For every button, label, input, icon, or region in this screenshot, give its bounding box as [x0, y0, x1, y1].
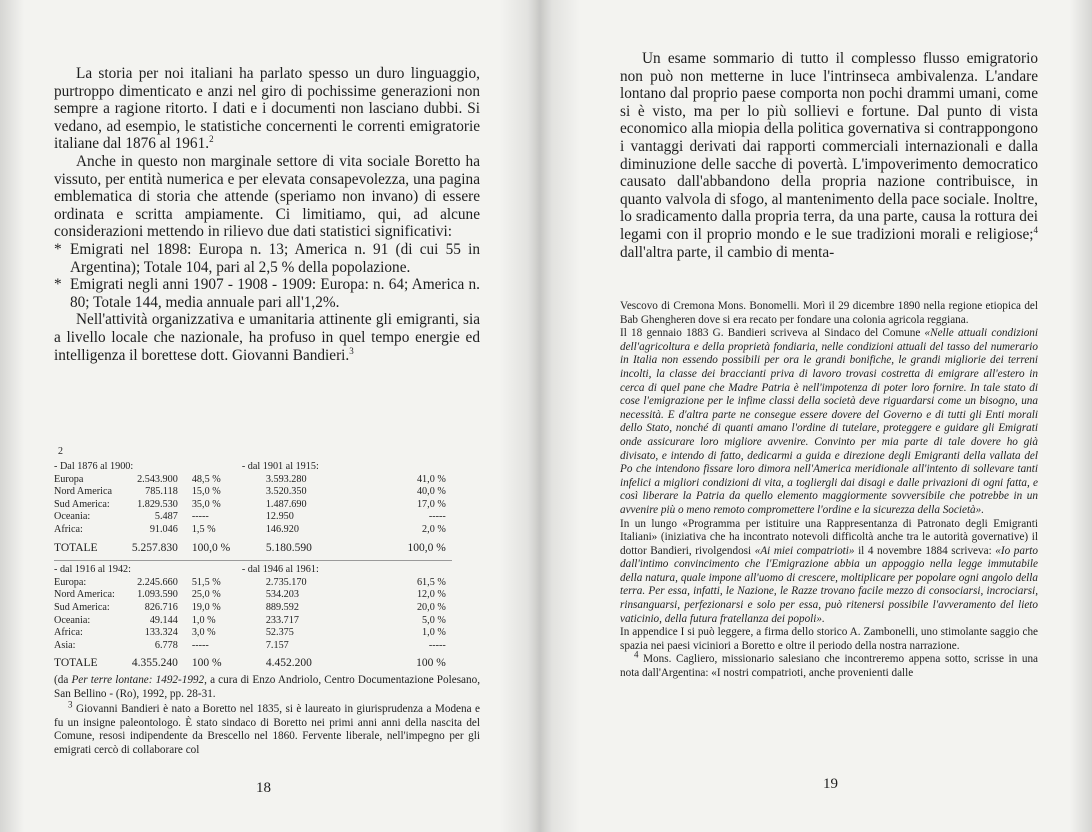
emigration-table-a: [54, 461, 452, 670]
quoted-letter: «Nelle attuali condizioni dell'agricoltura e della proprietà fondiaria, nelle condizioni attuali del tasso del numerario in Italia non essendo possibili per ora le grandi bonifiche, le grandi migliorie dei terreni incolti, la classe dei braccianti priva di lavoro trovasi costretta di emigrare all'estero in cerca di quel pane che Madre Patria è nell'impotenza di poter loro fornire. In tale stato di cose l'emigrazione per le infime classi della società deve riguardarsi come un bisogno, una necessità. E d'altra parte ne consegue essere dovere del Governo e di tutti gli Enti morali dello Stato, nonché di quanti amano l'ordine di tutelare, proteggere e guidare gli Emigrati onde assicurare loro migliore avvenire. Convinto per mia parte di tale dovere ho già divisato, e intendo di fatto, dedicarmi a guida e direzione degli Emigranti della vallata del Po che intendono fissare loro dimora nell'America meridionale all'intento di sollevare tanti infelici a migliori condizioni di vita, a togliergli dai disagi e dalle privazioni di ogni fatta, e così liberare la Patria da quello elemento maggiormente sovversibile che potrebbe in un avvenire più o meno remoto compromettere l'ordine e la sicurezza della Società».: [620, 327, 1038, 516]
table-row: [54, 486, 452, 499]
list-item: [54, 276, 480, 311]
table-cell: 4.452.200: [265, 657, 312, 670]
table-cell: 889.592: [265, 601, 299, 613]
list-item: [54, 241, 480, 276]
table-cell: 52.375: [265, 627, 294, 639]
table-row: [54, 577, 452, 590]
footnote-number: 3: [68, 699, 73, 710]
left-main-text: [54, 65, 480, 364]
table-cell: -----: [428, 639, 446, 651]
period-label: - dal 1901 al 1915:: [241, 461, 319, 472]
table-cell: 100,0 %: [191, 541, 231, 554]
footnote-text: il 4 novembre 1884 scriveva:: [854, 544, 996, 557]
list-item-text: Emigrati negli anni 1907 - 1908 - 1909: Europa: n. 64; America n. 80; Totale 144, media annuale pari all'1,2%.: [70, 276, 480, 311]
paragraph: [54, 65, 480, 153]
table-cell: 2.735.170: [265, 576, 307, 588]
table-row: [54, 615, 452, 628]
footnote-text: Giovanni Bandieri è nato a Boretto nel 1835, si è laureato in giurisprudenza a Modena e fu un insigne paleontologo. È stato sindaco di Boretto nei primi anni anni della nascita del Comune, resosi indipendente da Brescello nel 1860. Fervente liberale, nell'impegno per gli emigrati cercò di collaborare col: [54, 703, 481, 756]
table-row: [54, 602, 452, 615]
footnote-area: [620, 300, 1038, 681]
table-cell: 100,0 %: [407, 541, 446, 554]
table-cell: 2,0 %: [422, 523, 446, 535]
table-cell: Sud America:: [54, 601, 110, 613]
table-cell: 48,5 %: [191, 473, 221, 485]
paragraph: [54, 311, 480, 364]
table-cell: 49.144: [149, 614, 178, 626]
footnote-ref[interactable]: 4: [1033, 224, 1038, 235]
table-cell: 7.157: [265, 639, 289, 651]
table-cell: 2.245.660: [137, 576, 178, 588]
footnote-text: In un lungo «Programma per istituire una Rappresentanza di Patronato degli Emigranti Italiani» (iniziativa che ha incontrato notevoli difficoltà anche tra le autorità governative) il dottor Bandieri, rivolgendosi: [620, 517, 1038, 557]
page-number: 18: [256, 780, 271, 796]
table-cell: 35,0 %: [191, 498, 221, 510]
table-row: [54, 524, 452, 537]
table-cell: 5.487: [154, 511, 178, 523]
table-total-row: [54, 537, 452, 555]
table-cell: -----: [191, 511, 209, 523]
citation-rest: , a cura di Enzo Andriolo, Centro Documentazione Polesano, San Bellino - (Ro), 1992, pp. 28-31.: [54, 673, 480, 700]
paragraph-text: Nell'attività organizzativa e umanitaria attinente gli emigranti, sia a livello locale che nazionale, ha profuso in quel tempo energie ed intelligenza il borettese dott. Giovanni Bandieri.: [54, 311, 480, 364]
table-cell: 1.829.530: [137, 498, 178, 510]
period-label: - dal 1946 al 1961:: [241, 564, 319, 576]
table-cell: 1,5 %: [191, 523, 216, 535]
table-cell: 17,0 %: [416, 498, 446, 510]
book-gutter: [500, 0, 580, 832]
footnote-letter: [620, 327, 1038, 517]
table-cell: Sud America:: [54, 498, 110, 510]
table-cell: 3,0 %: [191, 627, 216, 639]
footnote-area: [54, 446, 480, 757]
table-cell: 12,0 %: [416, 589, 446, 601]
source-citation: [54, 674, 480, 701]
table-total-row: [54, 652, 452, 670]
table-cell: Nord America: [54, 486, 112, 498]
table-cell: 91.046: [149, 523, 178, 535]
table-row: [54, 499, 452, 512]
table-cell: 1,0 %: [191, 614, 216, 626]
table-cell: 19,0 %: [191, 601, 221, 613]
citation-title: Per terre lontane: 1492-1992: [71, 673, 205, 686]
footnote-3: [54, 699, 481, 757]
table-cell: Nord America:: [54, 589, 115, 601]
table-cell: 146.920: [265, 523, 299, 535]
list-item-text: Emigrati nel 1898: Europa n. 13; America n. 91 (di cui 55 in Argentina); Totale 104, pari al 2,5 % della popolazione.: [70, 240, 480, 276]
table-cell: 5,0 %: [422, 614, 446, 626]
footnote-continuation: Vescovo di Cremona Mons. Bonomelli. Morì il 29 dicembre 1890 nella regione etiopica del Bab Ghengheren dove si era recato per fondare una colonia agricola reggiana.: [620, 300, 1038, 326]
table-cell: Europa: [54, 473, 84, 485]
table-cell: 100 %: [416, 657, 446, 670]
table-row: [54, 627, 452, 640]
footnote-ref[interactable]: 3: [349, 345, 354, 356]
table-cell: 6.778: [154, 639, 178, 651]
table-row: [54, 640, 452, 653]
table-cell: 20,0 %: [416, 601, 446, 613]
right-main-text: [620, 50, 1038, 261]
quoted-title: «Ai miei compatrioti»: [754, 544, 855, 557]
table-cell: Europa:: [54, 576, 87, 588]
table-cell: 233.717: [265, 614, 299, 626]
footnote-number: 4: [634, 649, 639, 660]
table-cell: TOTALE: [54, 657, 98, 670]
paragraph: [620, 50, 1038, 261]
table-row: [54, 589, 452, 602]
table-cell: 2.543.900: [137, 473, 178, 485]
table-cell: 100 %: [191, 657, 222, 670]
table-cell: Oceania:: [54, 614, 91, 626]
page-number: 19: [823, 776, 838, 792]
paragraph: Anche in questo non marginale settore di vita sociale Boretto ha vissuto, per entità numerica e per elevata consapevolezza, una pagina emblematica di storia che attende (speriamo non invano) di essere ordinata e scritta ampiamente. Ci limitiamo, qui, ad alcune considerazioni mettendo in rilievo due dati statistici significativi:: [54, 152, 480, 241]
table-cell: 12.950: [265, 511, 294, 523]
table-cell: 133.324: [144, 627, 178, 639]
period-label: - Dal 1876 al 1900:: [54, 461, 134, 472]
footnote-text: Il 18 gennaio 1883 G. Bandieri scriveva al Sindaco del Comune: [620, 327, 925, 340]
table-cell: Oceania:: [54, 511, 91, 523]
footnote-appendix: In appendice I si può leggere, a firma dello storico A. Zambonelli, uno stimolante saggio che spazia nei paesi viciniori a Boretto e oltre il periodo della nostra narrazione.: [620, 626, 1038, 652]
table-header-row: [54, 461, 452, 474]
citation-prefix: (da: [54, 673, 72, 686]
statistics-list: [54, 241, 480, 311]
footnote-ref[interactable]: 2: [209, 134, 214, 145]
paragraph-tail: dall'altra parte, il cambio di menta-: [620, 243, 835, 261]
table-cell: Asia:: [54, 639, 76, 651]
table-cell: 3.593.280: [265, 473, 307, 485]
footnote-programma: [620, 518, 1038, 627]
period-label: - dal 1916 al 1942:: [54, 564, 131, 576]
quoted-programma: «Io parto dall'intimo convincimento che l'Emigrazione abbia un appoggio nella legge immutabile della natura, quale impone all'uomo di crescere, moltiplicare per popolare ogni angolo della terra. Per essa, infatti, le Nazione, le Razze trovano facile mezzo di consociarsi, incrociarsi, rinsanguarsi, perfezionarsi e solo per essa, può ritenersi possibile l'avveramento del lieto vaticinio, della futura fratellanza dei popoli».: [620, 544, 1038, 625]
table-cell: 25,0 %: [191, 589, 221, 601]
paragraph-text: La storia per noi italiani ha parlato spesso un duro linguaggio, purtroppo dimenticato e anzi nel giro di pochissime generazioni non sempre a ragione ritorto. I dati e i documenti non lasciano dubbi. Si vedano, ad esempio, le statistiche concernenti le correnti emigratorie italiane dal 1876 al 1961.: [54, 65, 480, 153]
bullet-star: *: [54, 240, 62, 258]
table-cell: 826.716: [144, 601, 178, 613]
table-cell: -----: [428, 511, 446, 523]
table-cell: 1.487.690: [265, 498, 307, 510]
table-row: [54, 474, 452, 487]
page-shadow-left: [0, 0, 24, 832]
table-cell: 61,5 %: [416, 576, 446, 588]
table-header-row: [54, 561, 452, 577]
table-cell: 1,0 %: [422, 627, 446, 639]
table-cell: 1.093.590: [137, 589, 178, 601]
paragraph-text: Un esame sommario di tutto il complesso flusso emigratorio non può non metterne in luce l'intrinseca ambivalenza. L'andare lontano dal proprio paese comporta non pochi drammi umani, come si è visto, ma per lo più sollievi e fortune. Dal punto di vista economico alla miopia della politica governativa si contrappongono i vantaggi derivati dai rapporti commerciali internazionali e dalla diminuzione delle sacche di povertà. L'impoverimento democratico causato dall'abbandono della propria nazione contribuisce, in quanto valvola di sfogo, al mantenimento della pace sociale. Inoltre, lo sradicamento dalla propria terra, da una parte, causa la rottura dei legami con il proprio mondo e le sue tradizioni morali e religiose;: [620, 50, 1038, 243]
table-row: [54, 511, 452, 524]
bullet-star: *: [54, 276, 62, 294]
footnote-text: Mons. Cagliero, missionario salesiano che incontreremo appena sotto, scrisse in una nota dall'Argentina: «I nostri compatrioti, anche provenienti dalle: [620, 653, 1039, 680]
table-cell: 5.180.590: [265, 541, 312, 554]
table-cell: 4.355.240: [131, 657, 178, 670]
table-cell: 5.257.830: [131, 541, 178, 554]
table-cell: 534.203: [265, 589, 299, 601]
table-cell: -----: [191, 639, 209, 651]
table-cell: Africa:: [54, 523, 83, 535]
footnote-4: [620, 649, 1039, 680]
table-cell: TOTALE: [54, 541, 98, 554]
table-cell: 41,0 %: [416, 473, 446, 485]
table-cell: 15,0 %: [191, 486, 221, 498]
footnote-marker: 2: [58, 446, 63, 457]
table-cell: 785.118: [145, 486, 178, 498]
table-cell: Africa:: [54, 627, 83, 639]
table-cell: 51,5 %: [191, 576, 221, 588]
table-cell: 3.520.350: [265, 486, 307, 498]
table-cell: 40,0 %: [416, 486, 446, 498]
page-shadow-right: [1070, 0, 1092, 832]
